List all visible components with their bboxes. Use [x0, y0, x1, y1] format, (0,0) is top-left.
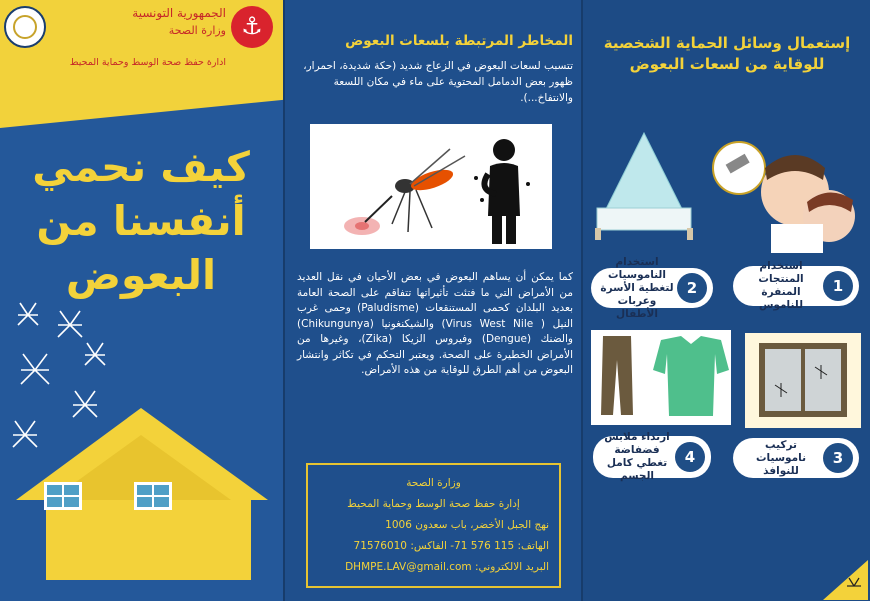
contact-phone-fax: الهاتف: 115 576 71- الفاكس: 71576010: [353, 540, 549, 552]
gov-line-3: ادارة حفظ صحة الوسط وحماية المحيط: [69, 57, 226, 68]
contact-department: إدارة حفظ صحة الوسط وحماية المحيط: [347, 498, 520, 510]
tip-2: [591, 255, 713, 320]
contact-box: [306, 463, 561, 588]
tip-1: [733, 260, 859, 311]
risks-paragraph-2: كما يمكن أن يساهم البعوض في بعض الأحيان في نقل العديد من الأمراض التي ما فتئت تأثيراتها تتفاقم على الصحة العامة بعديد البلدان كحمى المستنقعات (Paludisme) وحمى غرب النيل ( Virus West Nile) والشيكنغونيا (Chikungunya) والضنك (Dengue) وفيروس الزيكا (Zika)، وغيرها من الأمراض الخطيرة على الصحة. ويعتبر التحكم في تكاثر وانتشار البعوض من أهم الطرق للوقاية من هذه الأمراض.: [297, 271, 574, 376]
contact-ministry: وزارة الصحة: [406, 477, 461, 489]
risks-paragraph-1: تتسبب لسعات البعوض في الزعاج شديد (حكة شديدة، احمرار، ظهور بعض الدمامل المحتوية على ماء في مكان اللسعة والانتفاخ...).: [303, 60, 573, 104]
cover-title-line-1: كيف نحمي: [32, 143, 250, 191]
tip-3-number: 3: [823, 443, 853, 473]
cover-title: [26, 140, 256, 302]
tip-3-label: تركيب ناموسيات للنوافذ: [755, 438, 807, 477]
protection-heading: [593, 33, 861, 75]
mosquito-bite-icon: [310, 124, 552, 249]
cover-title-line-2: أنفسنا من: [36, 197, 246, 245]
risks-panel: [283, 0, 583, 601]
repellent-icon: [711, 128, 859, 253]
ministry-seal-icon: [4, 6, 46, 48]
contact-email: البريد الالكتروني: DHMPE.LAV@gmail.com: [345, 561, 549, 573]
mosquito-net-illustration: [589, 128, 699, 243]
protection-panel: [583, 0, 870, 601]
repellent-illustration: [711, 128, 859, 253]
tip-1-label: استخدام المنتجات المنفرة للناموس: [758, 260, 804, 311]
window-screen-illustration: [745, 333, 861, 428]
contact-address: نهج الجبل الأخضر، باب سعدون 1006: [385, 519, 549, 531]
gov-line-2: وزارة الصحة: [168, 24, 226, 37]
tip-4: [593, 431, 711, 482]
tip-3: [733, 438, 859, 478]
tip-1-number: 1: [823, 271, 853, 301]
mosquito-bite-illustration: [310, 124, 552, 249]
house-icon: [6, 400, 276, 590]
tip-2-label: استخدام الناموسيات لتغطية الأسرة وعربات الأطفال: [600, 255, 674, 320]
window-screen-icon: [745, 333, 861, 428]
mosquito-net-icon: [589, 128, 699, 243]
tip-2-number: 2: [677, 273, 707, 303]
protection-heading-line-2: للوقاية من لسعات البعوض: [629, 55, 825, 73]
mosquito-corner-icon: [813, 560, 868, 600]
tip-4-label: ارتداء ملابس فضفاضة تغطي كامل الجسم: [604, 431, 670, 482]
clothes-illustration: [591, 330, 731, 425]
protection-heading-line-1: إستعمال وسائل الحماية الشخصية: [603, 34, 851, 52]
red-crescent-anchor-icon: ⚓: [231, 6, 273, 48]
cover-title-line-3: البعوض: [65, 251, 217, 299]
cover-panel: [0, 0, 283, 601]
risks-heading: المخاطر المرتبطة بلسعات البعوض: [345, 33, 573, 49]
clothes-icon: [591, 330, 731, 425]
gov-line-1: الجمهورية التونسية: [132, 6, 226, 20]
tip-4-number: 4: [675, 442, 705, 472]
